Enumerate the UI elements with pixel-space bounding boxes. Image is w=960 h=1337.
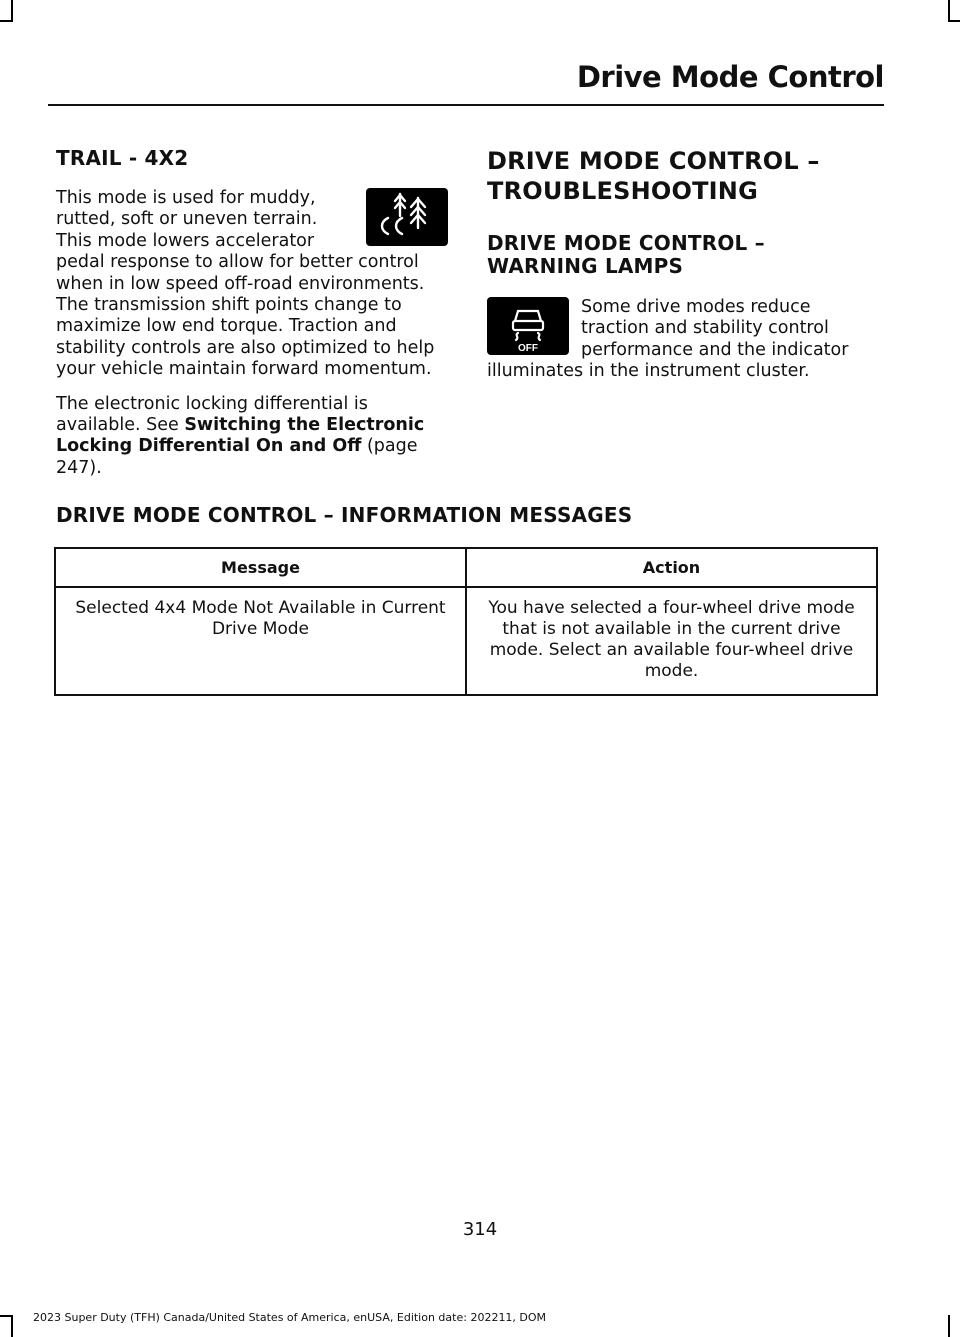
trail-paragraph-1: This mode is used for muddy, rutted, soft or uneven terrain. This mode lowers accelerator pedal response to allow for better control when in low speed off-road environments. The transmission shift points change to maximize low end torque. Traction and stability controls are also optimized to help your vehicle maintain forward momentum. (56, 188, 435, 380)
traction-control-off-icon (487, 297, 569, 355)
trail-mode-trees-icon (366, 188, 448, 246)
column-header-message: Message (55, 548, 466, 587)
crop-mark (11, 0, 13, 22)
crop-mark (0, 1315, 12, 1317)
trail-para2-end: (page 247). (56, 436, 418, 478)
warning-lamps-subheading: DRIVE MODE CONTROL – WARNING LAMPS (487, 231, 765, 278)
crop-mark (11, 1315, 13, 1337)
crop-mark (0, 20, 12, 22)
traction-off-label: OFF (518, 343, 538, 354)
trail-heading: TRAIL - 4X2 (56, 146, 189, 170)
warning-lamps-description (487, 297, 879, 383)
message-cell: Selected 4x4 Mode Not Available in Current Drive Mode (55, 587, 466, 695)
trail-paragraph-2 (56, 381, 448, 480)
table-header-row (55, 548, 877, 587)
crop-mark (948, 1315, 950, 1337)
troubleshooting-heading-line2: TROUBLESHOOTING (487, 177, 758, 205)
troubleshooting-heading-line1: DRIVE MODE CONTROL – (487, 147, 820, 175)
crop-mark (948, 0, 950, 22)
footer-edition-info: 2023 Super Duty (TFH) Canada/United States of America, enUSA, Edition date: 202211, DOM (33, 1311, 547, 1324)
action-cell: You have selected a four-wheel drive mode that is not available in the current drive mode. Select an available four-wheel drive mode. (466, 587, 877, 695)
page-header-title: Drive Mode Control (576, 60, 884, 94)
troubleshooting-section (487, 146, 879, 383)
header-divider (48, 104, 884, 106)
information-messages-table (54, 547, 878, 696)
trail-para2-start: The electronic locking differential is available. See (56, 393, 368, 436)
crop-mark (948, 20, 960, 22)
warning-lamps-paragraph: Some drive modes reduce traction and stability control performance and the indicator illuminates in the instrument cluster. (487, 297, 849, 382)
elocker-reference-link[interactable]: Switching the Electronic Locking Differential On and Off (56, 415, 425, 457)
trail-description (56, 188, 448, 381)
column-header-action: Action (466, 548, 877, 587)
information-messages-heading: DRIVE MODE CONTROL – INFORMATION MESSAGES (56, 503, 633, 527)
table-row (55, 587, 877, 695)
trail-section (56, 146, 448, 479)
page-number: 314 (462, 1219, 498, 1240)
